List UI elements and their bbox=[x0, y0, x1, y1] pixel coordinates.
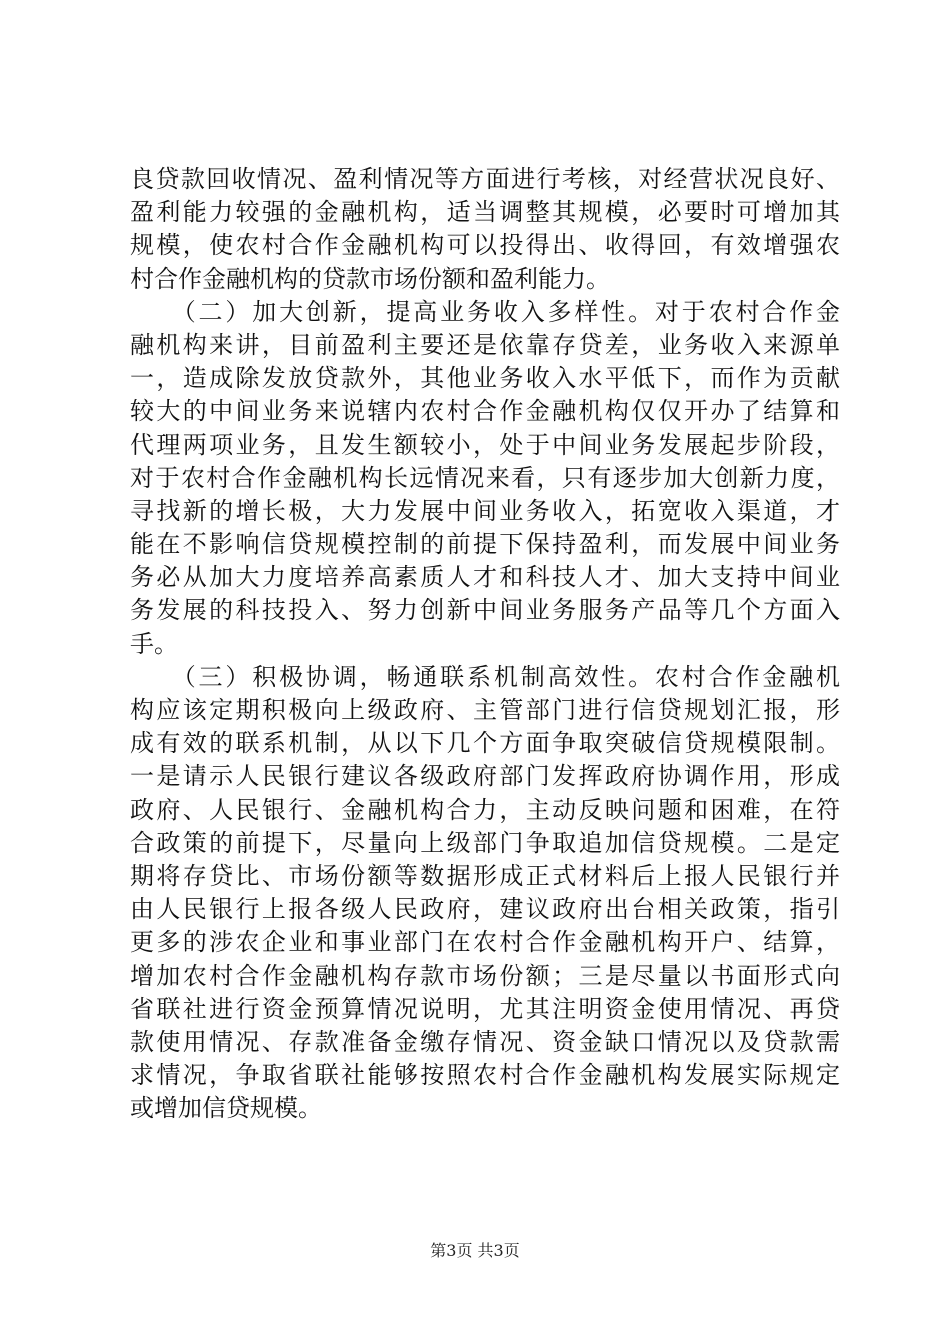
text-line: 省联社进行资金预算情况说明，尤其注明资金使用情况、再贷 bbox=[130, 994, 840, 1023]
text-line: 期将存贷比、市场份额等数据形成正式材料后上报人民银行并 bbox=[130, 861, 840, 890]
text-line: 盈利能力较强的金融机构，适当调整其规模，必要时可增加其 bbox=[130, 198, 840, 227]
text-line: 良贷款回收情况、盈利情况等方面进行考核，对经营状况良好、 bbox=[130, 165, 840, 193]
text-line: 一是请示人民银行建议各级政府部门发挥政府协调作用，形成 bbox=[130, 762, 840, 791]
text-line: 求情况，争取省联社能够按照农村合作金融机构发展实际规定 bbox=[130, 1061, 840, 1090]
text-line: 较大的中间业务来说辖内农村合作金融机构仅仅开办了结算和 bbox=[130, 397, 840, 426]
text-line: 构应该定期积极向上级政府、主管部门进行信贷规划汇报，形 bbox=[130, 696, 840, 724]
text-line: 规模，使农村合作金融机构可以投得出、收得回，有效增强农 bbox=[130, 231, 840, 260]
text-line: 增加农村合作金融机构存款市场份额；三是尽量以书面形式向 bbox=[130, 961, 840, 990]
text-line: （二）加大创新，提高业务收入多样性。对于农村合作金 bbox=[130, 297, 840, 326]
text-line: 能在不影响信贷规模控制的前提下保持盈利，而发展中间业务 bbox=[130, 530, 840, 559]
text-line: 成有效的联系机制，从以下几个方面争取突破信贷规模限制。 bbox=[130, 729, 840, 758]
text-line: 或增加信贷规模。 bbox=[130, 1094, 322, 1123]
text-line: 对于农村合作金融机构长远情况来看，只有逐步加大创新力度， bbox=[130, 463, 840, 492]
text-line: 寻找新的增长极，大力发展中间业务收入，拓宽收入渠道，才 bbox=[130, 496, 840, 525]
text-line: 代理两项业务，且发生额较小，处于中间业务发展起步阶段， bbox=[130, 430, 840, 459]
page-footer: 第3页 共3页 bbox=[430, 1241, 520, 1260]
text-line: 务发展的科技投入、努力创新中间业务服务产品等几个方面入 bbox=[130, 596, 840, 625]
text-line: 合政策的前提下，尽量向上级部门争取追加信贷规模。二是定 bbox=[130, 828, 840, 857]
text-line: 手。 bbox=[130, 629, 178, 658]
text-line: 务必从加大力度培养高素质人才和科技人才、加大支持中间业 bbox=[130, 563, 840, 592]
text-line: 政府、人民银行、金融机构合力，主动反映问题和困难，在符 bbox=[130, 795, 840, 824]
text-line: （三）积极协调，畅通联系机制高效性。农村合作金融机 bbox=[130, 662, 840, 691]
text-line: 更多的涉农企业和事业部门在农村合作金融机构开户、结算， bbox=[130, 928, 840, 957]
text-line: 村合作金融机构的贷款市场份额和盈利能力。 bbox=[130, 264, 610, 293]
text-line: 由人民银行上报各级人民政府，建议政府出台相关政策，指引 bbox=[130, 895, 840, 924]
text-line: 一，造成除发放贷款外，其他业务收入水平低下，而作为贡献 bbox=[130, 364, 840, 393]
document-body bbox=[130, 163, 840, 1125]
text-line: 融机构来讲，目前盈利主要还是依靠存贷差，业务收入来源单 bbox=[130, 330, 840, 359]
text-line: 款使用情况、存款准备金缴存情况、资金缺口情况以及贷款需 bbox=[130, 1027, 840, 1056]
